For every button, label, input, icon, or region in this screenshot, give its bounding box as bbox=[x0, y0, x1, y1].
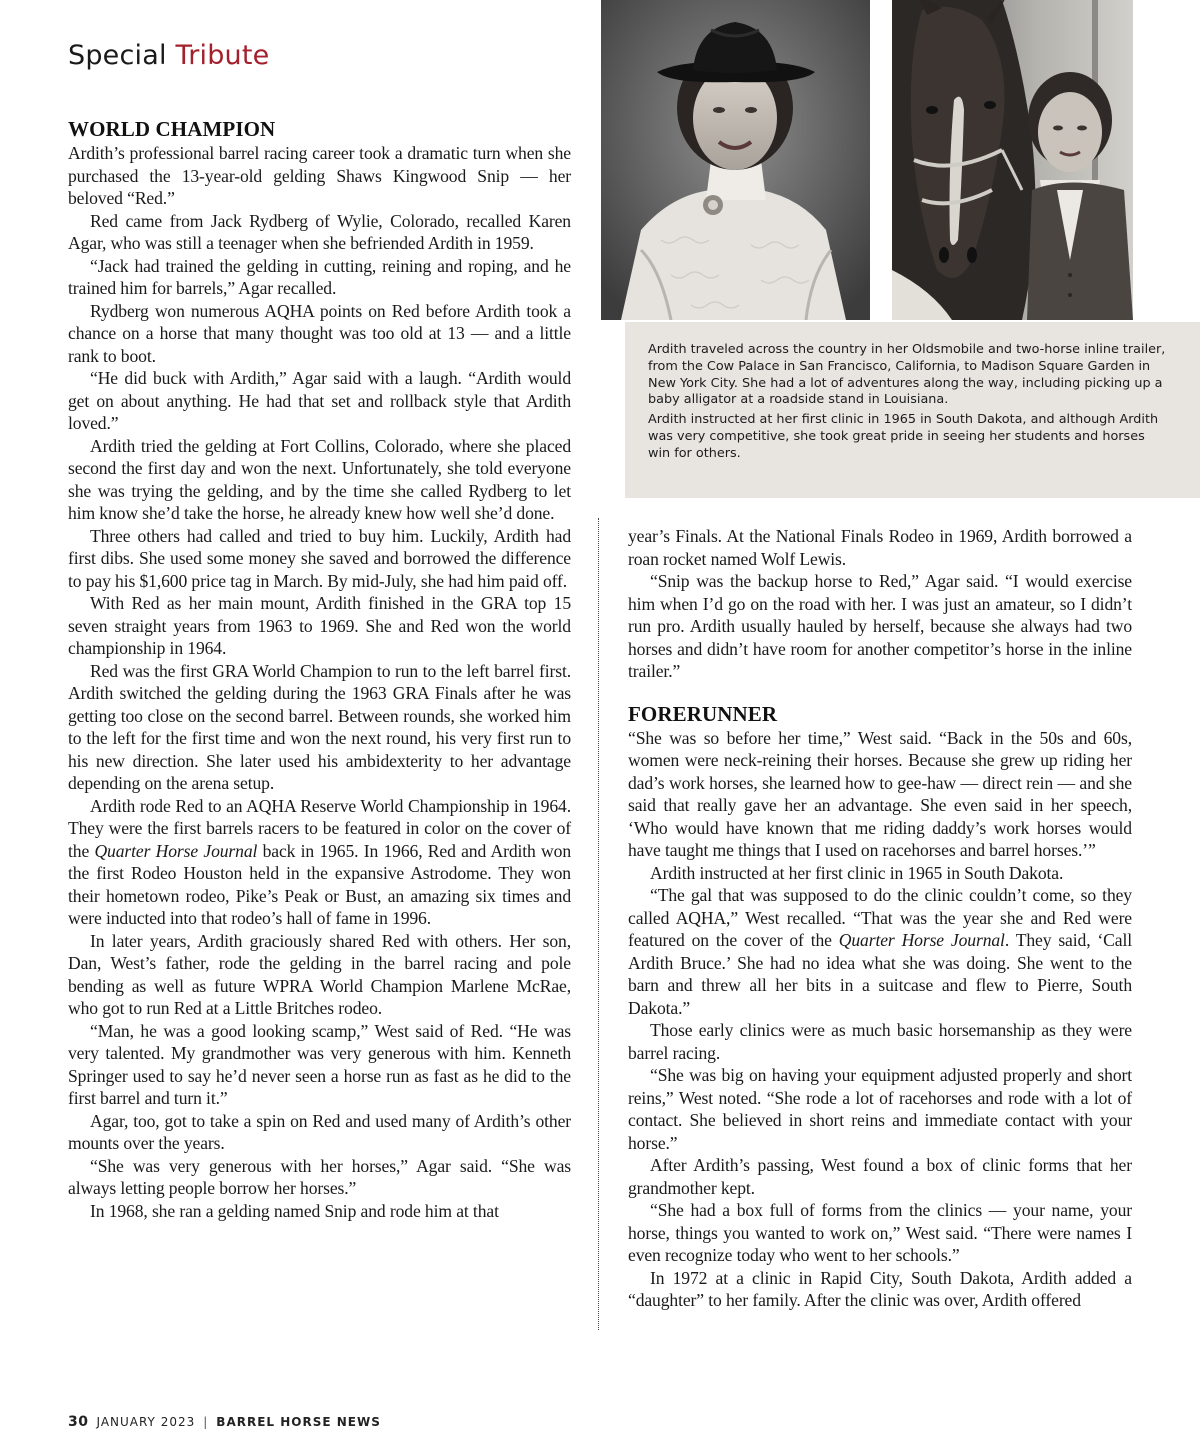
photo-woman-with-horse bbox=[892, 0, 1133, 320]
paragraph: In later years, Ardith graciously shared Red with others. Her son, Dan, West’s father, rode the gelding in the barrel racing and pole bending as well as future WPRA World Champion Marlene McRae, who got to run Red at a Little Britches rodeo. bbox=[68, 930, 571, 1018]
paragraph: “She was big on having your equipment adjusted properly and short reins,” West noted. “She rode a lot of racehorses and rode with a lot of contact. She believed in short reins and immediate contact with your horse.” bbox=[628, 1065, 1132, 1153]
paragraph: “She was very generous with her horses,” Agar said. “She was always letting people borrow her horses.” bbox=[68, 1155, 571, 1198]
paragraph: Ardith’s professional barrel racing career took a dramatic turn when she purchased the 13-year-old gelding Shaws Kingwood Snip — her beloved “Red.” bbox=[68, 143, 571, 208]
photo-block bbox=[601, 0, 1200, 322]
article-column-left bbox=[68, 116, 571, 1222]
paragraph: Ardith instructed at her first clinic in 1965 in South Dakota. bbox=[650, 862, 1064, 883]
footer-separator: | bbox=[203, 1415, 209, 1429]
publication-title: Quarter Horse Journal bbox=[838, 930, 1005, 950]
paragraph: “Snip was the backup horse to Red,” Agar said. “I would exercise him when I’d go on the road with her. I was just an amateur, so I didn’t run pro. Ardith usually hauled by herself, because she always had two horses and didn’t have room for another competitor’s horse in the inline trailer.” bbox=[628, 571, 1132, 681]
portrait-photo-image bbox=[601, 0, 870, 320]
photo-caption bbox=[625, 322, 1200, 498]
caption-paragraph: Ardith traveled across the country in her Oldsmobile and two-horse inline trailer, from the Cow Palace in San Francisco, California, to Madison Square Garden in New York City. She had a lot of adventures along the way, including picking up a baby alligator at a roadside stand in Louisiana. bbox=[648, 342, 1166, 408]
text-run: Ardith rode Red to an AQHA Reserve World Championship in 1964. They were the first barrels racers to be featured in color on the cover of the bbox=[68, 795, 571, 861]
portrait-photo-woman-in-hat bbox=[601, 0, 870, 320]
paragraph: With Red as her main mount, Ardith finished in the GRA top 15 seven straight years from 1963 to 1969. She and Red won the world championship in 1964. bbox=[68, 593, 571, 658]
publication-name: BARREL HORSE NEWS bbox=[216, 1415, 381, 1429]
paragraph: Rydberg won numerous AQHA points on Red before Ardith took a chance on a horse that many thought was too old at 13 — and a little rank to boot. bbox=[68, 300, 571, 366]
section-header bbox=[68, 40, 269, 71]
page-number: 30 bbox=[68, 1414, 89, 1430]
heading-world-champion: WORLD CHAMPION bbox=[68, 117, 276, 141]
paragraph: Those early clinics were as much basic horsemanship as they were barrel racing. bbox=[628, 1020, 1132, 1063]
publication-title: Quarter Horse Journal bbox=[94, 840, 258, 861]
paragraph bbox=[628, 884, 1132, 1019]
text-run: “The gal that was supposed to do the clinic couldn’t come, so they called AQHA,” West recalled. “That was the year she and Red were featured on the cover of the bbox=[628, 885, 1132, 950]
section-label-accent: Tribute bbox=[175, 40, 270, 71]
text-run: . They said, ‘Call Ardith Bruce.’ She had no idea what she was doing. She went to the barn and threw all her bits in a suitcase and flew to Pierre, South Dakota.” bbox=[628, 930, 1132, 1018]
paragraph: Three others had called and tried to buy him. Luckily, Ardith had first dibs. She used some money she saved and borrowed the difference to pay his $1,600 price tag in March. By mid-July, she had him paid off. bbox=[68, 525, 571, 591]
paragraph: “Jack had trained the gelding in cutting, reining and roping, and he trained him for barrels,” Agar recalled. bbox=[68, 255, 571, 298]
section-label: Special bbox=[68, 40, 167, 71]
paragraph: Red came from Jack Rydberg of Wylie, Colorado, recalled Karen Agar, who was still a teenager when she befriended Ardith in 1959. bbox=[68, 210, 571, 253]
paragraph: After Ardith’s passing, West found a box of clinic forms that her grandmother kept. bbox=[628, 1155, 1132, 1198]
paragraph: Ardith tried the gelding at Fort Collins, Colorado, where she placed second the first day and won the next. Unfortunately, she told everyone she was trying the gelding, and by the time she called Rydberg to let him know she’d take the horse, he already knew how well she’d done. bbox=[68, 435, 571, 523]
heading-forerunner: FORERUNNER bbox=[628, 701, 778, 726]
article-column-right bbox=[628, 525, 1132, 1312]
paragraph: “She was so before her time,” West said. “Back in the 50s and 60s, women were neck-reining their horses. Because she grew up riding her dad’s work horses, she learned how to gee-haw — direct rein — and she said that really gave her an advantage. She even said in her speech, ‘Who would have known that me riding daddy’s work horses would have taught me things that I used on racehorses and barrel horses.’” bbox=[628, 727, 1132, 860]
horse-photo-image bbox=[892, 0, 1133, 320]
page-footer bbox=[68, 1414, 381, 1430]
paragraph: “She had a box full of forms from the clinics — your name, your horse, things you wanted to work on,” West said. “There were names I even recognize today who went to her schools.” bbox=[628, 1200, 1132, 1265]
paragraph: In 1968, she ran a gelding named Snip and rode him at that bbox=[90, 1200, 499, 1221]
text-run: back in 1965. In 1966, Red and Ardith won the first Rodeo Houston held in the expansive Astrodome. They won their hometown rodeo, Pike’s Peak or Bust, an amazing six times and were inducted into that rodeo’s hall of fame in 1996. bbox=[68, 840, 571, 928]
paragraph: Red was the first GRA World Champion to run to the left barrel first. Ardith switched the gelding during the 1963 GRA Finals after he was getting too close on the second barrel. Between rounds, she worked him to the left for the first time and won the next round, his very first run to his new direction. She later used his ambidexterity to her advantage depending on the arena setup. bbox=[68, 660, 571, 793]
column-divider bbox=[598, 518, 599, 1330]
paragraph: year’s Finals. At the National Finals Rodeo in 1969, Ardith borrowed a roan rocket named Wolf Lewis. bbox=[628, 526, 1132, 569]
issue-date: JANUARY 2023 bbox=[96, 1415, 196, 1429]
paragraph: “He did buck with Ardith,” Agar said with a laugh. “Ardith would get on about anything. He had that set and rollback style that Ardith loved.” bbox=[68, 368, 571, 433]
paragraph: In 1972 at a clinic in Rapid City, South Dakota, Ardith added a “daughter” to her family. After the clinic was over, Ardith offered bbox=[628, 1267, 1132, 1310]
paragraph: “Man, he was a good looking scamp,” West said of Red. “He was very talented. My grandmother was very generous with him. Kenneth Springer used to say he’d never seen a horse run as fast as he did to the first barrel and turn it.” bbox=[68, 1020, 571, 1108]
paragraph: Agar, too, got to take a spin on Red and used many of Ardith’s other mounts over the years. bbox=[68, 1110, 571, 1153]
caption-paragraph: Ardith instructed at her first clinic in 1965 in South Dakota, and although Ardith was very competitive, she took great pride in seeing her students and horses win for others. bbox=[648, 412, 1159, 461]
paragraph bbox=[68, 795, 571, 930]
